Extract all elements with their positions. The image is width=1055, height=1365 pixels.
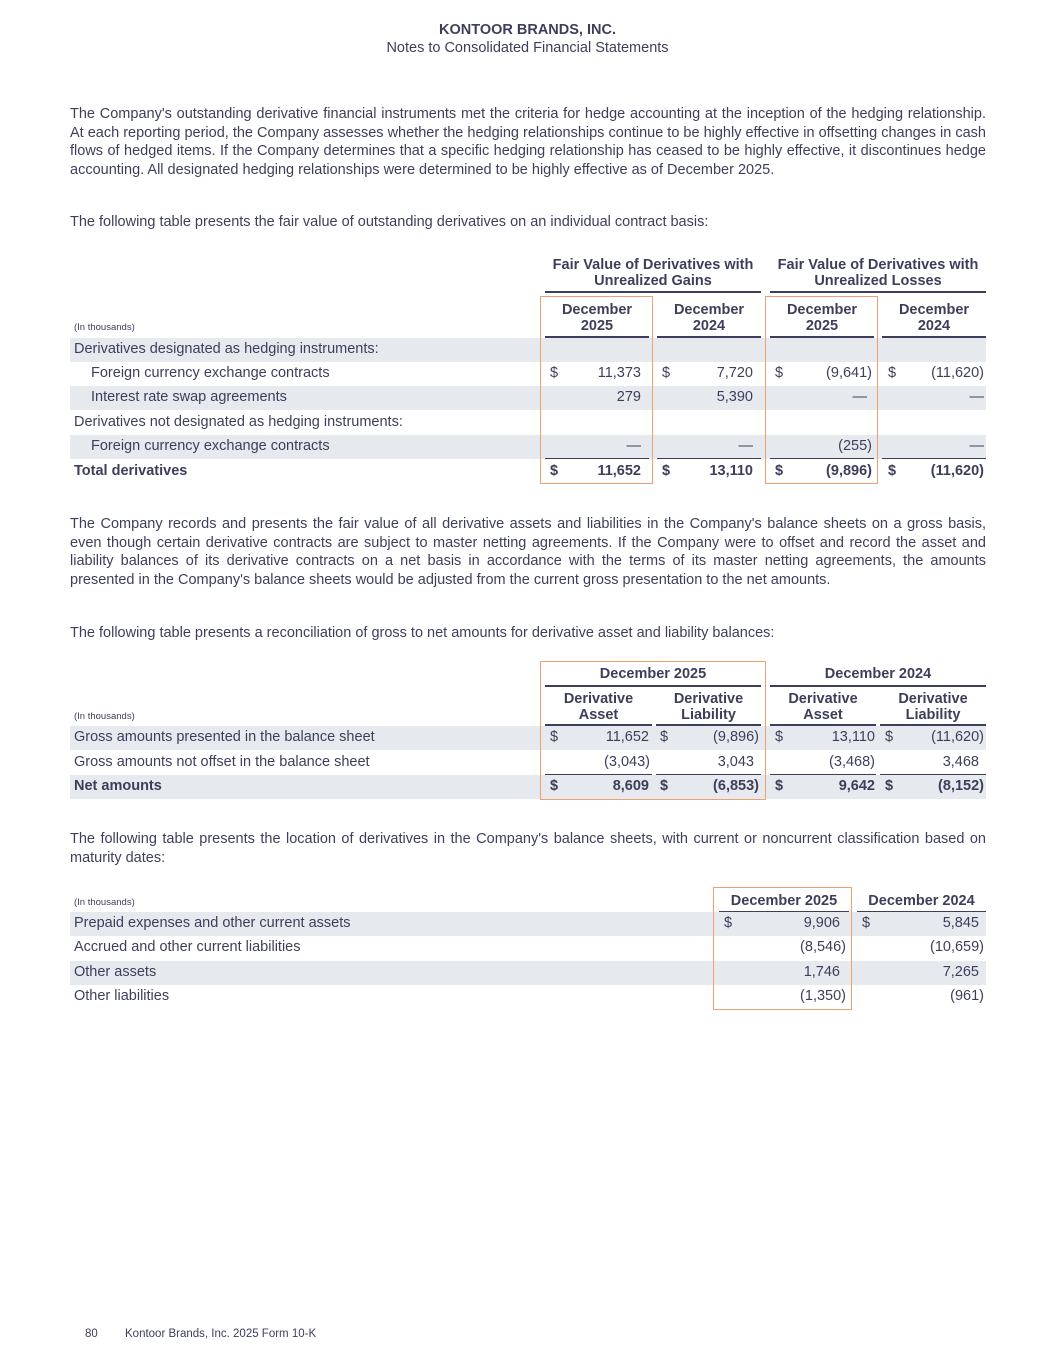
total-line: [545, 458, 649, 459]
table-row: [70, 961, 986, 985]
table-row: [70, 411, 986, 435]
cell-value: (8,546): [800, 939, 846, 955]
currency-symbol: $: [660, 729, 669, 745]
currency-symbol: $: [662, 463, 671, 479]
table-row: [70, 362, 986, 386]
currency-symbol: $: [885, 778, 894, 794]
cell-value: (3,043): [604, 754, 650, 770]
cell-value: 7,720: [716, 365, 753, 381]
currency-symbol: $: [724, 915, 733, 931]
cell-value: (255): [838, 438, 872, 454]
row-label: Foreign currency exchange contracts: [91, 438, 330, 454]
group-header-2024: December 2024: [824, 666, 932, 682]
divider: [545, 291, 761, 293]
table-row: [70, 936, 986, 960]
table-row: [70, 338, 986, 362]
cell-value: 13,110: [709, 463, 753, 479]
cell-value: 5,845: [942, 915, 979, 931]
currency-symbol: $: [550, 365, 559, 381]
cell-value: 3,043: [717, 754, 754, 770]
currency-symbol: $: [662, 365, 671, 381]
cell-value: 9,906: [803, 915, 840, 931]
currency-symbol: $: [862, 915, 871, 931]
table-row: [70, 726, 986, 750]
total-line: [657, 458, 761, 459]
row-label: Gross amounts presented in the balance sheet: [74, 729, 375, 745]
table-row: [70, 912, 986, 936]
table-row-total: [70, 775, 986, 799]
cell-value: (11,620): [930, 463, 984, 479]
cell-value: 1,746: [803, 964, 840, 980]
divider: [770, 685, 986, 687]
currency-symbol: $: [550, 729, 559, 745]
page-header: [0, 21, 1055, 57]
row-label: Foreign currency exchange contracts: [91, 365, 330, 381]
unit-label: (In thousands): [74, 711, 135, 722]
cell-value: (3,468): [829, 754, 875, 770]
row-label: Net amounts: [74, 778, 162, 794]
row-label: Gross amounts not offset in the balance sheet: [74, 754, 370, 770]
cell-value: (961): [950, 988, 984, 1004]
currency-symbol: $: [888, 463, 897, 479]
unit-label: (In thousands): [74, 897, 135, 908]
paragraph-hedge-accounting: The Company's outstanding derivative financial instruments met the criteria for hedge accounting at the inception of the hedging relationship. At each reporting period, the Company assesses whether the hedging relationships continue to be highly effective in offsetting changes in cash flows of hedged items. If the Company determines that a specific hedging relationship has ceased to be highly effective, it discontinues hedge accounting. All designated hedging relationships were determined to be highly effective as of December 2025.: [70, 106, 986, 179]
currency-symbol: $: [888, 365, 897, 381]
cell-value: 5,390: [716, 389, 753, 405]
cell-value: (10,659): [929, 939, 984, 955]
currency-symbol: $: [775, 463, 784, 479]
cell-value: (9,641): [826, 365, 872, 381]
table-row: [70, 751, 986, 775]
col-header: Derivative Asset: [788, 691, 858, 723]
cell-value: 279: [616, 389, 641, 405]
cell-value: 13,110: [831, 729, 875, 745]
cell-value: —: [969, 438, 984, 454]
cell-value: —: [626, 438, 641, 454]
divider: [545, 685, 761, 687]
divider: [770, 291, 986, 293]
total-line: [770, 458, 874, 459]
col-header: December 2024: [868, 893, 975, 909]
unit-label: (In thousands): [74, 322, 135, 333]
col-header: December 2025: [730, 893, 838, 909]
currency-symbol: $: [775, 778, 784, 794]
col-header: Derivative Liability: [673, 691, 744, 723]
table-row: [70, 435, 986, 459]
row-label: Other assets: [74, 964, 157, 980]
currency-symbol: $: [885, 729, 894, 745]
cell-value: —: [852, 389, 867, 405]
company-name: KONTOOR BRANDS, INC.: [439, 22, 616, 38]
group-header-2025: December 2025: [599, 666, 707, 682]
col-header: December 2025: [561, 302, 633, 334]
group-header-gains: Fair Value of Derivatives with Unrealized Gains: [552, 257, 754, 289]
cell-value: (9,896): [826, 463, 872, 479]
cell-value: 11,652: [597, 463, 641, 479]
col-header: December 2025: [786, 302, 858, 334]
cell-value: (11,620): [931, 365, 984, 381]
table-row-total: [70, 460, 986, 484]
paragraph-netting: The Company records and presents the fair value of all derivative assets and liabilities in the Company's balance sheets on a gross basis, even though certain derivative contracts are subject to master netting agreements. If the Company were to offset and record the asset and liability balances of its derivative contracts on a net basis in accordance with the terms of its master netting agreements, the amounts presented in the Company's balance sheets would be adjusted from the current gross presentation to the net amounts.: [70, 516, 986, 589]
cell-value: —: [738, 438, 753, 454]
col-header: December 2024: [673, 302, 745, 334]
cell-value: (11,620): [931, 729, 984, 745]
cell-value: 11,652: [605, 729, 649, 745]
currency-symbol: $: [775, 365, 784, 381]
row-label: Other liabilities: [74, 988, 170, 1004]
cell-value: 8,609: [612, 778, 649, 794]
currency-symbol: $: [775, 729, 784, 745]
paragraph-table3-intro: The following table presents the location of derivatives in the Company's balance sheets, with current or noncurrent classification based on maturity dates:: [70, 831, 986, 866]
cell-value: (9,896): [713, 729, 759, 745]
col-header: Derivative Asset: [563, 691, 634, 723]
page-subtitle: Notes to Consolidated Financial Statements: [386, 40, 669, 56]
row-label: Prepaid expenses and other current assets: [74, 915, 351, 931]
row-label: Accrued and other current liabilities: [74, 939, 301, 955]
group-header-losses: Fair Value of Derivatives with Unrealized Losses: [777, 257, 979, 289]
row-label: Derivatives designated as hedging instruments:: [74, 341, 379, 357]
table-row: [70, 386, 986, 410]
total-line: [882, 458, 986, 459]
cell-value: —: [969, 389, 984, 405]
currency-symbol: $: [660, 778, 669, 794]
cell-value: (1,350): [800, 988, 846, 1004]
col-header: Derivative Liability: [898, 691, 968, 723]
cell-value: (6,853): [713, 778, 759, 794]
row-label: Total derivatives: [74, 463, 188, 479]
currency-symbol: $: [550, 778, 559, 794]
cell-value: 3,468: [942, 754, 979, 770]
paragraph-table2-intro: The following table presents a reconciliation of gross to net amounts for derivative asset and liability balances:: [70, 625, 775, 641]
row-label: Derivatives not designated as hedging instruments:: [74, 414, 403, 430]
cell-value: 7,265: [942, 964, 979, 980]
table-row: [70, 985, 986, 1009]
cell-value: 11,373: [597, 365, 641, 381]
paragraph-table1-intro: The following table presents the fair value of outstanding derivatives on an individual contract basis:: [70, 214, 709, 230]
cell-value: (8,152): [938, 778, 984, 794]
col-header: December 2024: [898, 302, 970, 334]
footer-text: Kontoor Brands, Inc. 2025 Form 10-K: [125, 1328, 317, 1340]
cell-value: 9,642: [838, 778, 875, 794]
page-number: 80: [85, 1328, 98, 1340]
currency-symbol: $: [550, 463, 559, 479]
row-label: Interest rate swap agreements: [91, 389, 287, 405]
